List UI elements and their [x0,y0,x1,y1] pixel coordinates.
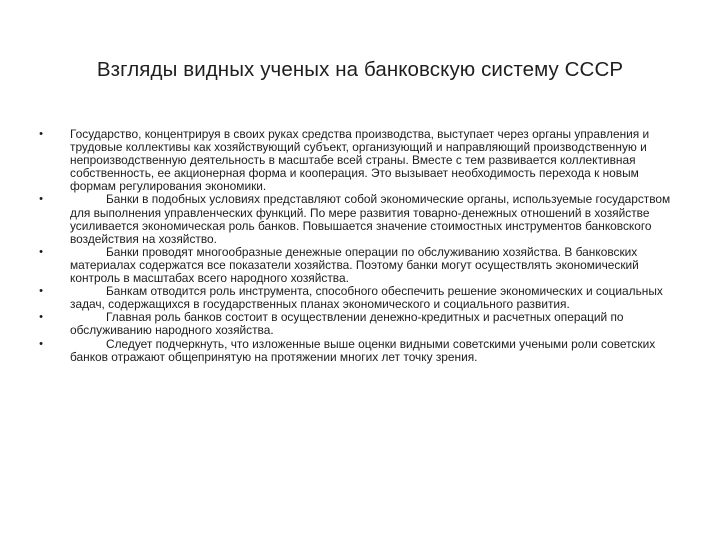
bullet-icon: • [39,128,43,140]
paragraph-text: Главная роль банков состоит в осуществлении денежно-кредитных и расчетных операций по обслуживанию народного хозяйства. [70,310,624,338]
paragraph-text: Банки в подобных условиях представляют собой экономические органы, используемые государством для выполнения управленческих функций. По мере развития товарно-денежных отношений в хозяйстве усиливается экономическая роль банков. Повышается значение стоимостных инструментов банковского воздействия на хозяйство. [70,192,671,246]
paragraph-text: Государство, концентрируя в своих руках средства производства, выступает через органы управления и трудовые коллективы как хозяйствующий субъект, организующий и направляющий производственную и непроизводственную деятельность в масштабе всей страны. Вместе с тем развивается коллективная собственность, ее акционерная форма и кооперация. Это вызывает необходимость перехода к новым формам регулирования экономики. [70,127,650,194]
list-item [36,193,676,245]
bullet-icon: • [39,311,43,324]
slide-title: Взгляды видных ученых на банковскую систему СССР [96,58,624,81]
list-item [36,128,676,193]
paragraph-text: Банки проводят многообразные денежные операции по обслуживанию хозяйства. В банковских материалах содержатся все показатели хозяйства. Поэтому банки могут осуществлять экономический контроль в масштабах всего народного хозяйства. [70,244,639,286]
bullet-icon: • [39,337,43,350]
paragraph-text: Банкам отводится роль инструмента, способного обеспечить решение экономических и социальных задач, содержащихся в государственных планах экономического и социального развития. [70,284,663,312]
list-item [36,338,676,364]
bullet-icon: • [39,193,43,206]
paragraph-text: Следует подчеркнуть, что изложенные выше оценки видными советскими учеными роли советских банков отражают общепринятую на протяжении многих лет точку зрения. [70,336,656,364]
list-item [36,285,676,311]
list-item [36,246,676,285]
list-item [36,311,676,337]
bullet-list [36,128,676,364]
bullet-icon: • [39,245,43,258]
bullet-icon: • [39,285,43,298]
